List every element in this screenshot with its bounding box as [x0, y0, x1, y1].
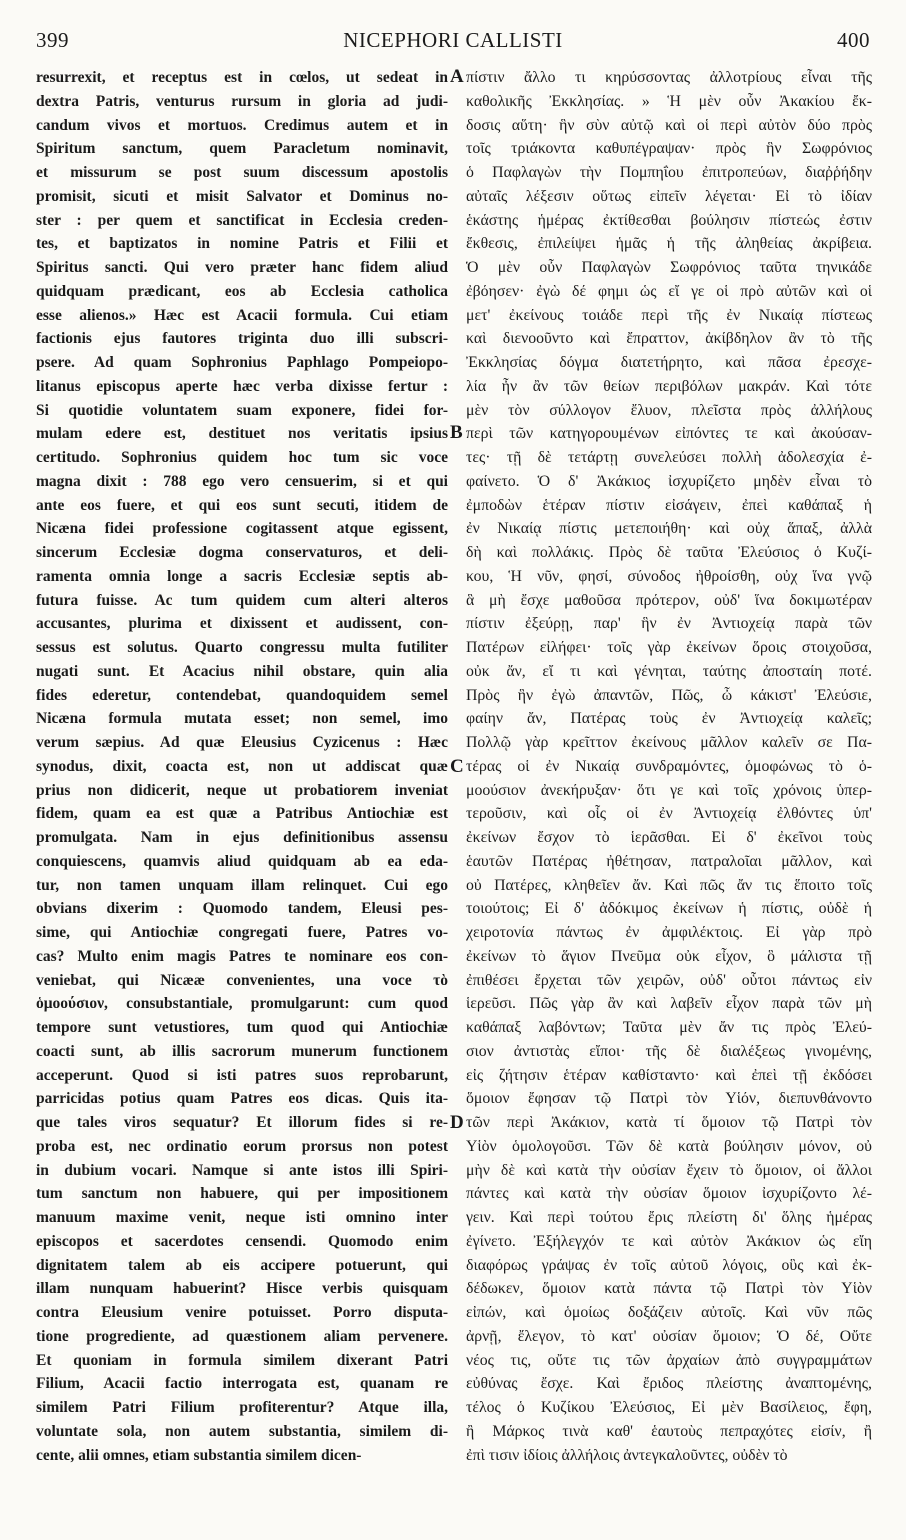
greek-text-line: ἐγίνετο. Ἐξήλεγχόν τε καὶ αὐτὸν Ἀκάκιον ὡς εἴη [466, 1232, 872, 1250]
latin-column [36, 66, 448, 1467]
greek-text-line: ἑκάστης ἡμέρας ἐκτίθεσθαι βούλησιν πίστεώς ἐστιν [466, 211, 872, 229]
greek-text-line: αὐταῖς λέξεσιν οὕτως εἰπεῖν λέγεται· Εἰ τὸ ἰδίαν [466, 187, 872, 205]
greek-text-line: περὶ τῶν κατηγορουμένων εἰπόντες τε καὶ ἀκούσαν- [466, 425, 872, 443]
latin-text-line: manuum maxime venit, neque isti omnino inter [36, 1209, 448, 1226]
latin-text-line: et missurum se post suum discessum apostolis [36, 164, 448, 181]
latin-text-line: ramenta omnia longe a sacris Ecclesiæ septis ab- [36, 567, 448, 585]
latin-text-line: coacti sunt, ab illis sacrorum munerum functionem [36, 1042, 448, 1060]
greek-text-line: ἢ Μάρκος τινὰ καθ' ἑαυτοὺς πεπραχότες εἰσίν, ἢ [466, 1422, 872, 1440]
latin-text-line: quidquam prædicant, eos ab Ecclesia catholica [36, 282, 448, 300]
greek-text-line: φαίην ἄν, Πατέρας τοὺς ἐν Ἀντιοχείᾳ καλεῖς; [466, 710, 872, 728]
greek-text-line: εἰπών, καὶ ὁμοίως δοξάζειν αὐτοῖς. Καὶ νῦν πῶς [466, 1304, 872, 1321]
latin-text-line: tempore sunt vetustiores, tum quod qui Antiochiæ [36, 1019, 448, 1036]
greek-text-line: μὲν τὸν σύλλογον ἔλυον, πλεῖστα πρὸς ἀλλήλους [466, 401, 872, 419]
greek-text-line: πίστιν ἄλλο τι κηρύσσοντας ἀλλοτρίους εἶναι τῆς [466, 69, 872, 86]
latin-text-line: sincerum Ecclesiæ dogma conservaturos, et deli- [36, 544, 448, 561]
latin-text-line: cente, alii omnes, etiam substantia similem dicen- [36, 1446, 362, 1464]
greek-text-line: τῶν περὶ Ἀκάκιον, κατὰ τί ὅμοιον τῷ Πατρὶ τὸν [466, 1114, 872, 1131]
latin-text-line: Filium, Acacii factio interrogata est, quanam re [36, 1375, 448, 1393]
greek-text-line: φαίνετο. Ὁ δ' Ἀκάκιος ἰσχυρίζετο μηδὲν εἶναι τὸ [466, 472, 872, 490]
greek-text-line: δέδωκεν, ὅμοιον κατὰ πάντα τῷ Πατρὶ τὸν Υἱὸν [466, 1280, 872, 1298]
greek-text-line: ἐκείνων ἔσχον τὸ ἱερᾶσθαι. Εἰ δ' ἐκεῖνοι τοὺς [466, 829, 872, 846]
greek-text-line: ὁ Παφλαγὼν τὴν Πομπηΐου ἐπιτροπεύων, διαῤῥήδην [466, 164, 872, 181]
page-header [36, 28, 870, 62]
latin-text-line: Spiritus sancti. Qui vero præter hanc fidem aliud [36, 259, 448, 276]
latin-text-line: synodus, dixit, coacta est, non ut addiscat quæ [36, 757, 448, 775]
greek-text-line: Ἐκκλησίας δόγμα διατετήρητο, καὶ πᾶσα ἐρεσχε- [466, 354, 872, 371]
greek-text-line: Υἱὸν ὁμολογοῦσι. Τῶν δὲ κατὰ βούλησιν μόνον, οὐ [466, 1137, 872, 1155]
latin-text-line: Nicæna formula mutata esset; non semel, imo [36, 710, 448, 728]
greek-text-line: ἃ μὴ ἔσχε μαθοῦσα πρότερον, οὐδ' ἵνα δοκιμωτέραν [466, 591, 872, 609]
latin-text-line: futura fuisse. Ac tum quidem cum alteri alteros [36, 591, 448, 609]
latin-text-line: similem Patri Filium profiterentur? Atque illa, [36, 1399, 448, 1416]
latin-text-line: ὁμοούσιον, consubstantiale, promulgarunt: cum quod [36, 995, 448, 1013]
latin-text-line: parricidas potius quam Patres eos dicas. Quis ita- [36, 1090, 448, 1108]
greek-text-line: καὶ διενοοῦντο καὶ ἔπραττον, ἀκίβδηλον ἂν τὸ τῆς [466, 330, 872, 348]
latin-text-line: dignitatem talem ab eis accipere potuerunt, qui [36, 1256, 448, 1274]
latin-text-line: promulgata. Nam in ejus definitionibus assensu [36, 829, 448, 846]
latin-text-line: candum vivos et mortuos. Credimus autem et in [36, 116, 448, 134]
latin-text-line: episcopos et sacerdotes censendi. Quomodo enim [36, 1232, 448, 1250]
latin-text-line: nugati sunt. Et Acacius nihil obstare, quin alia [36, 662, 448, 680]
greek-text-line: γειν. Καὶ περὶ τούτου ἔρις πλείστη δι' ὅλης ἡμέρας [466, 1209, 872, 1226]
latin-text-line: mulam edere est, destituet nos veritatis ipsius [36, 425, 448, 443]
page-number-left: 399 [36, 28, 69, 52]
greek-text-line: νέος τις, οὔτε τις τῶν ἀρχαίων ἀπὸ συγγραμμάτων [466, 1351, 872, 1369]
latin-text-line: acceperunt. Quod si isti patres suos reprobarunt, [36, 1066, 448, 1084]
latin-text-line: psere. Ad quam Sophronius Paphlago Pompeiopo- [36, 354, 448, 371]
greek-text-line: μετ' ἐκείνους τοιάδε περὶ τῆς ἐν Νικαίᾳ πίστεως [466, 306, 872, 324]
greek-text-line: Πατέρων εἰλήφει· τοῖς γὰρ ἐκείνων ὅροις στοιχοῦσα, [466, 639, 872, 656]
greek-text-line: καθάπαξ λαβόντων; Ταῦτα μὲν ἄν τις πρὸς Ἐλεύ- [466, 1019, 872, 1036]
latin-text-line: tes, et baptizatos in nomine Patris et Filii et [36, 235, 448, 253]
running-title: NICEPHORI CALLISTI [343, 28, 563, 52]
latin-text-line: veniebat, qui Nicææ convenientes, una voce τὸ [36, 971, 448, 989]
latin-text-line: resurrexit, et receptus est in cœlos, ut sedeat in [36, 69, 448, 86]
greek-text-line: τοιούτοις; Εἰ δ' ἀδόκιμος ἐκείνων ἡ πίστις, οὐδὲ ἡ [466, 900, 872, 918]
latin-text-line: tur, non tamen unquam illam relinquet. Cui ego [36, 876, 448, 894]
greek-text-line: ἐκείνων τὸ ἅγιον Πνεῦμα οὐκ εἶχον, ὃ μάλιστα τῇ [466, 947, 872, 965]
greek-text-line: δοσις αὕτη· ἣν σὺν αὐτῷ καὶ οἱ περὶ αὐτὸν δύο πρὸς [466, 116, 872, 134]
latin-text-line: in dubium vocari. Namque si ante istos illi Spiri- [36, 1161, 448, 1179]
latin-text-line: esse alienos.» Hæc est Acacii formula. Cui etiam [36, 306, 448, 324]
greek-text-line: διαφόρως γράψας ἐν τοῖς αὐτοῦ λόγοις, οὓς καὶ ἐκ- [466, 1256, 872, 1274]
section-marker-d: D [450, 1112, 464, 1133]
greek-text-line: εἰς ζήτησιν ἑτέραν καθίσταντο· καὶ ἐπεὶ τῇ ἐκδόσει [466, 1066, 872, 1084]
greek-text-line: ἔκθεσις, ἐπιλείψει ἡμᾶς ἡ τῆς ἀληθείας ἀκρίβεια. [466, 235, 872, 253]
greek-text-line: χειροτονία πάντως ἐν ἀμφιλέκτοις. Εἰ γὰρ πρὸ [466, 924, 872, 941]
latin-text-line: ante eos fuere, et qui eos sunt secuti, itidem de [36, 496, 448, 514]
greek-text-line: πίστιν ἐξεύρῃ, παρ' ἣν ἐν Ἀντιοχείᾳ παρὰ τῶν [466, 615, 872, 633]
greek-text-line: εὐθύνας ἔσχε. Καὶ ἔριδος πλείστης ἀναπτομένης, [466, 1375, 872, 1393]
latin-text-line: sime, qui Antiochiæ congregati fuere, Patres vo- [36, 924, 448, 941]
latin-text-line: Nicæna fidei professione cogitassent atque egissent, [36, 520, 448, 538]
greek-text-line: ἐπιθέσει ἔρχεται τῶν χειρῶν, οὐδ' οὗτοι πάντως εἰν [466, 971, 872, 989]
greek-text-line: ἐμποδὼν ἑτέραν πίστιν εἰσάγειν, ἐπεὶ καθάπαξ ἡ [466, 496, 872, 514]
greek-text-line: ἐν Νικαίᾳ πίστις μετεποιήθη· καὶ οὐχ ἅπαξ, ἀλλὰ [466, 520, 872, 538]
greek-text-line: ἱερεῦσι. Πῶς γὰρ ἂν καὶ λαβεῖν εἶχον παρὰ τῶν μὴ [466, 995, 872, 1013]
latin-text-line: sessus est solutus. Quarto congressu multa futiliter [36, 639, 448, 656]
latin-text-line: tione progrediente, ad quæstionem aliam pervenere. [36, 1327, 448, 1345]
greek-text-line: λία ἦν ἂν τῶν θείων περιβόλων μακράν. Καὶ τότε [466, 377, 872, 395]
latin-text-line: illam nunquam habuerint? Hisce verbis quisquam [36, 1280, 448, 1298]
greek-text-line: τεροῦσιν, καὶ οἷς οἱ ἐν Ἀντιοχείᾳ ἐλθόντες ὑπ' [466, 805, 872, 823]
greek-text-line: τέλος ὁ Κυζίκου Ἐλεύσιος, Εἰ μὲν Βασίλειος, ἔφη, [466, 1399, 872, 1416]
greek-text-line: καθολικῆς Ἐκκλησίας. » Ἡ μὲν οὖν Ἀκακίου ἔκ- [466, 92, 872, 110]
latin-text-line: ster : per quem et sanctificat in Ecclesia creden- [36, 211, 448, 229]
greek-text-line: τοῖς τριάκοντα καθυπέγραψαν· πρὸς ἣν Σωφρόνιος [466, 140, 872, 158]
latin-text-line: promisit, sicuti et misit Salvator et Dominus no- [36, 187, 448, 205]
latin-text-line: contra Eleusium venire potuisset. Porro disputa- [36, 1304, 448, 1321]
latin-text-line: voluntate sola, non autem substantia, similem di- [36, 1422, 448, 1440]
section-marker-a: A [450, 66, 464, 87]
greek-text-line: ἀρνῇ, ἔλεγον, τὸ κατ' οὐσίαν ὅμοιον; Ὁ δέ, Οὔτε [466, 1327, 872, 1345]
latin-text-line: cas? Multo enim magis Patres te nominare eos con- [36, 947, 448, 965]
latin-text-line: certitudo. Sophronius quidem hoc tum sic voce [36, 449, 448, 466]
latin-text-line: Si quotidie voluntatem suam exponere, fidei for- [36, 401, 448, 419]
greek-text-line: Ὁ μὲν οὖν Παφλαγὼν Σωφρόνιος ταῦτα τηνικάδε [466, 259, 872, 276]
greek-text-line: Πολλῷ γὰρ κρεῖττον ἐκείνους μᾶλλον καλεῖν σε Πα- [466, 734, 872, 751]
latin-text-line: accusantes, plurima et dixissent et audissent, con- [36, 615, 448, 633]
section-marker-c: C [450, 756, 464, 777]
section-marker-b: B [450, 422, 463, 443]
latin-text-line: litanus episcopus aperte hæc verba dixisse fertur : [36, 377, 448, 395]
greek-text-line: τες· τῇ δὲ τετάρτῃ συνελεύσει πολλὴ ἀδολεσχία ἐ- [466, 449, 872, 466]
greek-column [466, 66, 872, 1467]
latin-text-line: proba est, nec ordinatio eorum prorsus non potest [36, 1137, 448, 1155]
greek-text-line: δὴ καὶ πολλάκις. Πρὸς δὲ ταῦτα Ἐλεύσιος ὁ Κυζί- [466, 544, 872, 561]
greek-text-line: μὴν δὲ καὶ κατὰ τὴν οὐσίαν ἔχειν τὸ ὅμοιον, οἱ ἄλλοι [466, 1161, 872, 1179]
latin-text-line: que tales viros sequatur? Et illorum fides si re- [36, 1114, 448, 1131]
greek-text-line: ἑαυτῶν Πατέρας ἠθέτησαν, πατραλοῖαι μᾶλλον, καὶ [466, 852, 872, 870]
greek-text-line: ὅμοιον ἔφησαν τῷ Πατρὶ τὸν Υἱόν, διεπυνθάνοντο [466, 1090, 872, 1108]
latin-text-line: fidem, quam ea est quæ a Patribus Antiochiæ est [36, 805, 448, 823]
latin-text-line: factionis ejus fautores triginta duo illi subscri- [36, 330, 448, 348]
latin-text-line: verum sæpius. Ad quæ Eleusius Cyzicenus : Hæc [36, 734, 448, 751]
greek-text-line: κου, Ἡ νῦν, φησί, σύνοδος ἠθροίσθη, οὐχ ἵνα γνῷ [466, 567, 872, 585]
latin-text-line: obvians dixerim : Quomodo tandem, Eleusi pes- [36, 900, 448, 918]
greek-text-line: οὐκ ἄν, εἴ τι καὶ γένηται, ταύτης ἀποσταίη ποτέ. [466, 662, 872, 680]
latin-text-line: Et quoniam in formula similem dixerant Patri [36, 1351, 448, 1369]
greek-text-line: Πρὸς ἣν ἐγὼ ἀπαντῶν, Πῶς, ὦ κάκιστ' Ἐλεύσιε, [466, 686, 872, 704]
page-number-right: 400 [837, 28, 870, 52]
latin-text-line: prius non didicerit, neque ut probatiorem inveniat [36, 781, 448, 799]
latin-text-line: conquiescens, quamvis aliud quidquam ab ea eda- [36, 852, 448, 870]
greek-text-line: ἐβόησεν· ἐγὼ δέ φημι ὡς εἴ γε οἱ πρὸ αὐτῶν καὶ οἱ [466, 282, 872, 300]
greek-text-line: σιον ἀντιστὰς εἴποι· τῆς δὲ διαλέξεως γινομένης, [466, 1042, 872, 1060]
greek-text-line: τέρας οἱ ἐν Νικαίᾳ συνδραμόντες, ὁμοφώνως τὸ ὁ- [466, 757, 872, 775]
latin-text-line: fides ederetur, contendebat, quandoquidem semel [36, 686, 448, 704]
latin-text-line: dextra Patris, venturus rursum in gloria ad judi- [36, 92, 448, 110]
greek-text-line: οὐ Πατέρες, κληθεῖεν ἄν. Καὶ πῶς ἄν τις ἕποιτο τοῖς [466, 876, 872, 894]
greek-text-line: πάντες καὶ κατὰ τὴν οὐσίαν ὅμοιον ἰσχυρίζοντο λέ- [466, 1185, 872, 1203]
latin-text-line: Spiritum sanctum, quem Paracletum nominavit, [36, 140, 448, 158]
greek-text-line: μοούσιον ἀνεκήρυξαν· ὅτι γε καὶ τοῖς χρόνοις ὑπερ- [466, 781, 872, 799]
latin-text-line: tum sanctum non habuere, qui per impositionem [36, 1185, 448, 1203]
latin-text-line: magna dixit : 788 ego vero censuerim, si et qui [36, 472, 448, 490]
greek-text-line: ἐπὶ τισιν ἰδίοις ἀλλήλοις ἀντεγκαλοῦντες, οὐδὲν τὸ [466, 1446, 788, 1464]
